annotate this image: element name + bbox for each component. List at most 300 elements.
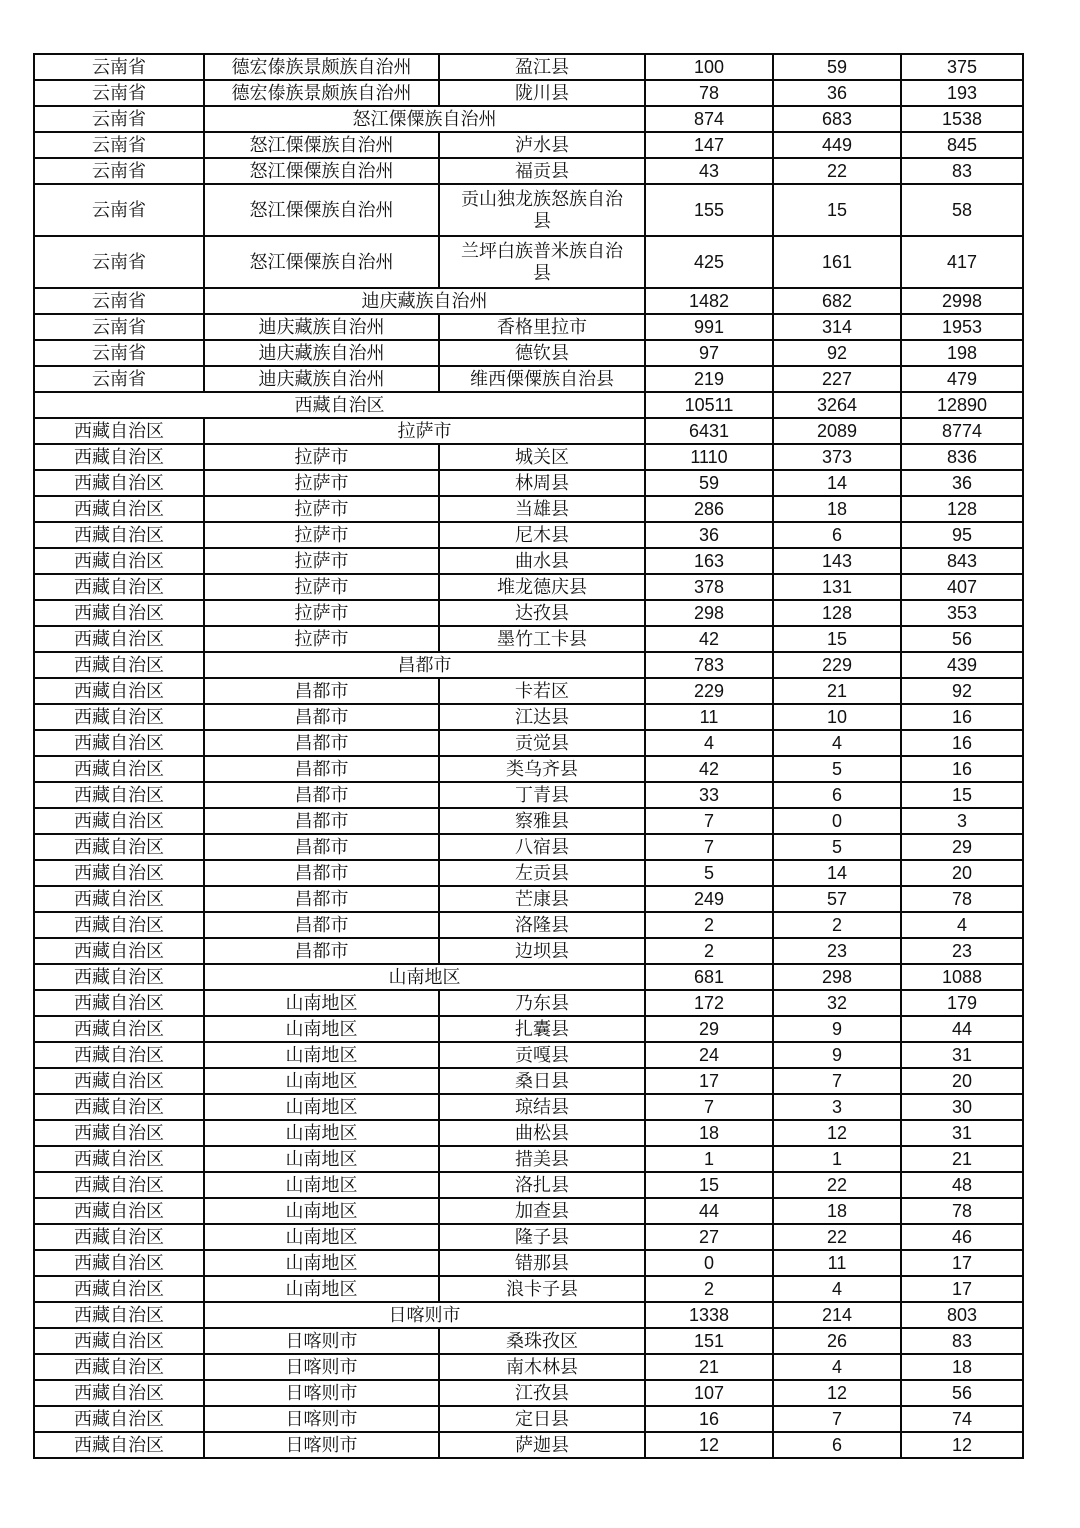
value-cell: 15: [901, 782, 1023, 808]
table-row: [34, 1432, 1023, 1458]
value-cell: 147: [645, 132, 773, 158]
prefecture-cell: 德宏傣族景颇族自治州: [204, 80, 439, 106]
value-cell: 22: [773, 158, 901, 184]
province-cell: 西藏自治区: [34, 782, 204, 808]
value-cell: 143: [773, 548, 901, 574]
value-cell: 22: [773, 1224, 901, 1250]
table-row: [34, 444, 1023, 470]
province-cell: 西藏自治区: [34, 1406, 204, 1432]
province-cell: 西藏自治区: [34, 1016, 204, 1042]
prefecture-cell: 昌都市: [204, 782, 439, 808]
county-cell: 贡嘎县: [439, 1042, 645, 1068]
value-cell: 353: [901, 600, 1023, 626]
table-row: [34, 288, 1023, 314]
table-row: [34, 1042, 1023, 1068]
table-row: [34, 184, 1023, 236]
value-cell: 229: [645, 678, 773, 704]
table-row: [34, 470, 1023, 496]
province-cell: 西藏自治区: [34, 574, 204, 600]
value-cell: 15: [773, 184, 901, 236]
prefecture-cell: 拉萨市: [204, 626, 439, 652]
county-cell: 措美县: [439, 1146, 645, 1172]
region-statistics-table: [33, 53, 1024, 1459]
province-cell: 西藏自治区: [34, 1380, 204, 1406]
prefecture-cell: 山南地区: [204, 1146, 439, 1172]
value-cell: 151: [645, 1328, 773, 1354]
county-cell: 萨迦县: [439, 1432, 645, 1458]
value-cell: 32: [773, 990, 901, 1016]
table-row: [34, 1224, 1023, 1250]
prefecture-cell: 昌都市: [204, 860, 439, 886]
prefecture-cell: 日喀则市: [204, 1354, 439, 1380]
table-row: [34, 1016, 1023, 1042]
province-cell: 西藏自治区: [34, 964, 204, 990]
value-cell: 4: [773, 730, 901, 756]
table-row: [34, 860, 1023, 886]
value-cell: 17: [901, 1276, 1023, 1302]
value-cell: 373: [773, 444, 901, 470]
value-cell: 107: [645, 1380, 773, 1406]
province-cell: 云南省: [34, 80, 204, 106]
value-cell: 2998: [901, 288, 1023, 314]
province-cell: 西藏自治区: [34, 990, 204, 1016]
county-cell: 曲松县: [439, 1120, 645, 1146]
province-cell: 西藏自治区: [34, 1302, 204, 1328]
county-cell: 曲水县: [439, 548, 645, 574]
county-cell: 江孜县: [439, 1380, 645, 1406]
prefecture-cell: 山南地区: [204, 1198, 439, 1224]
value-cell: 92: [773, 340, 901, 366]
value-cell: 6: [773, 522, 901, 548]
value-cell: 6: [773, 1432, 901, 1458]
county-cell: 桑日县: [439, 1068, 645, 1094]
value-cell: 219: [645, 366, 773, 392]
value-cell: 44: [645, 1198, 773, 1224]
table-row: [34, 600, 1023, 626]
value-cell: 18: [773, 496, 901, 522]
value-cell: 97: [645, 340, 773, 366]
value-cell: 36: [645, 522, 773, 548]
table-row: [34, 106, 1023, 132]
county-cell: 江达县: [439, 704, 645, 730]
province-cell: 西藏自治区: [34, 808, 204, 834]
value-cell: 29: [901, 834, 1023, 860]
table-row: [34, 1172, 1023, 1198]
prefecture-cell: 山南地区: [204, 1250, 439, 1276]
value-cell: 845: [901, 132, 1023, 158]
value-cell: 16: [901, 704, 1023, 730]
value-cell: 14: [773, 860, 901, 886]
table-row: [34, 548, 1023, 574]
prefecture-cell: 山南地区: [204, 1120, 439, 1146]
table-row: [34, 912, 1023, 938]
value-cell: 12: [901, 1432, 1023, 1458]
value-cell: 33: [645, 782, 773, 808]
value-cell: 21: [773, 678, 901, 704]
value-cell: 161: [773, 236, 901, 288]
province-cell: 西藏自治区: [34, 1354, 204, 1380]
county-cell: 卡若区: [439, 678, 645, 704]
prefecture-cell: 昌都市: [204, 678, 439, 704]
table-row: [34, 990, 1023, 1016]
prefecture-total-cell: 昌都市: [204, 652, 645, 678]
table-row: [34, 834, 1023, 860]
value-cell: 74: [901, 1406, 1023, 1432]
value-cell: 10511: [645, 392, 773, 418]
prefecture-cell: 昌都市: [204, 808, 439, 834]
prefecture-total-cell: 迪庆藏族自治州: [204, 288, 645, 314]
county-cell: 兰坪白族普米族自治县: [439, 236, 645, 288]
value-cell: 21: [645, 1354, 773, 1380]
table-row: [34, 678, 1023, 704]
prefecture-cell: 昌都市: [204, 730, 439, 756]
county-cell: 洛扎县: [439, 1172, 645, 1198]
prefecture-cell: 昌都市: [204, 834, 439, 860]
province-cell: 云南省: [34, 236, 204, 288]
value-cell: 59: [773, 54, 901, 80]
value-cell: 78: [901, 886, 1023, 912]
table-row: [34, 704, 1023, 730]
prefecture-cell: 山南地区: [204, 1042, 439, 1068]
value-cell: 43: [645, 158, 773, 184]
county-cell: 浪卡子县: [439, 1276, 645, 1302]
value-cell: 5: [773, 756, 901, 782]
value-cell: 2: [773, 912, 901, 938]
prefecture-total-cell: 日喀则市: [204, 1302, 645, 1328]
value-cell: 0: [773, 808, 901, 834]
prefecture-total-cell: 拉萨市: [204, 418, 645, 444]
table-row: [34, 1302, 1023, 1328]
value-cell: 36: [773, 80, 901, 106]
value-cell: 5: [645, 860, 773, 886]
county-cell: 南木林县: [439, 1354, 645, 1380]
value-cell: 2: [645, 1276, 773, 1302]
prefecture-cell: 拉萨市: [204, 522, 439, 548]
province-cell: 西藏自治区: [34, 730, 204, 756]
value-cell: 29: [645, 1016, 773, 1042]
prefecture-cell: 日喀则市: [204, 1328, 439, 1354]
table-row: [34, 756, 1023, 782]
county-cell: 八宿县: [439, 834, 645, 860]
table-row: [34, 496, 1023, 522]
county-cell: 类乌齐县: [439, 756, 645, 782]
prefecture-cell: 山南地区: [204, 990, 439, 1016]
table-row: [34, 236, 1023, 288]
value-cell: 479: [901, 366, 1023, 392]
value-cell: 16: [901, 730, 1023, 756]
province-cell: 西藏自治区: [34, 1146, 204, 1172]
value-cell: 375: [901, 54, 1023, 80]
prefecture-cell: 迪庆藏族自治州: [204, 314, 439, 340]
county-cell: 芒康县: [439, 886, 645, 912]
value-cell: 14: [773, 470, 901, 496]
value-cell: 8774: [901, 418, 1023, 444]
value-cell: 56: [901, 1380, 1023, 1406]
province-cell: 西藏自治区: [34, 1224, 204, 1250]
prefecture-cell: 日喀则市: [204, 1406, 439, 1432]
table-row: [34, 1120, 1023, 1146]
value-cell: 2: [645, 912, 773, 938]
province-cell: 西藏自治区: [34, 886, 204, 912]
table-row: [34, 1250, 1023, 1276]
value-cell: 4: [645, 730, 773, 756]
value-cell: 2: [645, 938, 773, 964]
prefecture-cell: 拉萨市: [204, 548, 439, 574]
value-cell: 683: [773, 106, 901, 132]
prefecture-cell: 迪庆藏族自治州: [204, 366, 439, 392]
value-cell: 286: [645, 496, 773, 522]
prefecture-cell: 昌都市: [204, 704, 439, 730]
prefecture-cell: 怒江傈僳族自治州: [204, 236, 439, 288]
province-cell: 西藏自治区: [34, 1120, 204, 1146]
table-row: [34, 1380, 1023, 1406]
value-cell: 30: [901, 1094, 1023, 1120]
value-cell: 7: [773, 1068, 901, 1094]
value-cell: 21: [901, 1146, 1023, 1172]
value-cell: 18: [901, 1354, 1023, 1380]
value-cell: 58: [901, 184, 1023, 236]
value-cell: 874: [645, 106, 773, 132]
prefecture-cell: 怒江傈僳族自治州: [204, 132, 439, 158]
value-cell: 3: [901, 808, 1023, 834]
county-cell: 加查县: [439, 1198, 645, 1224]
table-row: [34, 730, 1023, 756]
value-cell: 46: [901, 1224, 1023, 1250]
county-cell: 琼结县: [439, 1094, 645, 1120]
value-cell: 12: [645, 1432, 773, 1458]
value-cell: 128: [773, 600, 901, 626]
county-cell: 错那县: [439, 1250, 645, 1276]
county-cell: 贡觉县: [439, 730, 645, 756]
prefecture-cell: 德宏傣族景颇族自治州: [204, 54, 439, 80]
value-cell: 378: [645, 574, 773, 600]
value-cell: 11: [773, 1250, 901, 1276]
county-cell: 定日县: [439, 1406, 645, 1432]
value-cell: 12: [773, 1380, 901, 1406]
value-cell: 163: [645, 548, 773, 574]
value-cell: 4: [773, 1276, 901, 1302]
value-cell: 15: [773, 626, 901, 652]
value-cell: 18: [773, 1198, 901, 1224]
table-row: [34, 314, 1023, 340]
value-cell: 10: [773, 704, 901, 730]
province-cell: 西藏自治区: [34, 1250, 204, 1276]
value-cell: 95: [901, 522, 1023, 548]
value-cell: 449: [773, 132, 901, 158]
value-cell: 22: [773, 1172, 901, 1198]
prefecture-cell: 日喀则市: [204, 1380, 439, 1406]
province-cell: 西藏自治区: [34, 1042, 204, 1068]
county-cell: 乃东县: [439, 990, 645, 1016]
table-row: [34, 158, 1023, 184]
table-row: [34, 782, 1023, 808]
prefecture-cell: 山南地区: [204, 1016, 439, 1042]
value-cell: 15: [645, 1172, 773, 1198]
value-cell: 42: [645, 756, 773, 782]
prefecture-cell: 昌都市: [204, 938, 439, 964]
prefecture-cell: 山南地区: [204, 1068, 439, 1094]
county-cell: 贡山独龙族怒族自治县: [439, 184, 645, 236]
table-row: [34, 392, 1023, 418]
province-cell: 西藏自治区: [34, 1094, 204, 1120]
value-cell: 48: [901, 1172, 1023, 1198]
value-cell: 83: [901, 1328, 1023, 1354]
province-cell: 西藏自治区: [34, 548, 204, 574]
prefecture-cell: 怒江傈僳族自治州: [204, 158, 439, 184]
prefecture-cell: 山南地区: [204, 1224, 439, 1250]
value-cell: 18: [645, 1120, 773, 1146]
province-cell: 西藏自治区: [34, 496, 204, 522]
value-cell: 991: [645, 314, 773, 340]
county-cell: 维西傈僳族自治县: [439, 366, 645, 392]
prefecture-cell: 迪庆藏族自治州: [204, 340, 439, 366]
province-cell: 西藏自治区: [34, 522, 204, 548]
prefecture-cell: 昌都市: [204, 912, 439, 938]
value-cell: 198: [901, 340, 1023, 366]
province-cell: 西藏自治区: [34, 912, 204, 938]
value-cell: 298: [773, 964, 901, 990]
value-cell: 7: [645, 1094, 773, 1120]
value-cell: 131: [773, 574, 901, 600]
prefecture-cell: 怒江傈僳族自治州: [204, 184, 439, 236]
prefecture-cell: 拉萨市: [204, 496, 439, 522]
prefecture-cell: 山南地区: [204, 1094, 439, 1120]
table-row: [34, 1146, 1023, 1172]
county-cell: 洛隆县: [439, 912, 645, 938]
province-cell: 西藏自治区: [34, 938, 204, 964]
table-row: [34, 418, 1023, 444]
county-cell: 桑珠孜区: [439, 1328, 645, 1354]
value-cell: 56: [901, 626, 1023, 652]
value-cell: 179: [901, 990, 1023, 1016]
table-row: [34, 886, 1023, 912]
value-cell: 682: [773, 288, 901, 314]
value-cell: 836: [901, 444, 1023, 470]
table-row: [34, 1094, 1023, 1120]
value-cell: 44: [901, 1016, 1023, 1042]
value-cell: 17: [901, 1250, 1023, 1276]
table-row: [34, 80, 1023, 106]
table-body: [34, 54, 1023, 1458]
province-cell: 西藏自治区: [34, 418, 204, 444]
value-cell: 425: [645, 236, 773, 288]
province-cell: 西藏自治区: [34, 600, 204, 626]
province-cell: 西藏自治区: [34, 704, 204, 730]
value-cell: 803: [901, 1302, 1023, 1328]
county-cell: 尼木县: [439, 522, 645, 548]
value-cell: 17: [645, 1068, 773, 1094]
county-cell: 林周县: [439, 470, 645, 496]
province-cell: 西藏自治区: [34, 1328, 204, 1354]
prefecture-cell: 日喀则市: [204, 1432, 439, 1458]
value-cell: 1482: [645, 288, 773, 314]
province-cell: 西藏自治区: [34, 470, 204, 496]
prefecture-cell: 拉萨市: [204, 600, 439, 626]
value-cell: 1953: [901, 314, 1023, 340]
value-cell: 4: [773, 1354, 901, 1380]
province-cell: 西藏自治区: [34, 626, 204, 652]
value-cell: 9: [773, 1042, 901, 1068]
value-cell: 783: [645, 652, 773, 678]
value-cell: 1: [773, 1146, 901, 1172]
value-cell: 249: [645, 886, 773, 912]
table-row: [34, 132, 1023, 158]
value-cell: 1538: [901, 106, 1023, 132]
table-row: [34, 652, 1023, 678]
county-cell: 盈江县: [439, 54, 645, 80]
table-row: [34, 1068, 1023, 1094]
table-row: [34, 574, 1023, 600]
table-row: [34, 808, 1023, 834]
value-cell: 407: [901, 574, 1023, 600]
province-cell: 西藏自治区: [34, 1198, 204, 1224]
province-cell: 西藏自治区: [34, 860, 204, 886]
prefecture-cell: 昌都市: [204, 756, 439, 782]
value-cell: 6: [773, 782, 901, 808]
county-cell: 隆子县: [439, 1224, 645, 1250]
value-cell: 7: [645, 834, 773, 860]
county-cell: 左贡县: [439, 860, 645, 886]
county-cell: 福贡县: [439, 158, 645, 184]
value-cell: 36: [901, 470, 1023, 496]
province-cell: 云南省: [34, 314, 204, 340]
value-cell: 23: [773, 938, 901, 964]
value-cell: 172: [645, 990, 773, 1016]
value-cell: 439: [901, 652, 1023, 678]
province-cell: 云南省: [34, 106, 204, 132]
value-cell: 100: [645, 54, 773, 80]
value-cell: 1088: [901, 964, 1023, 990]
county-cell: 达孜县: [439, 600, 645, 626]
value-cell: 78: [645, 80, 773, 106]
table-row: [34, 366, 1023, 392]
table-row: [34, 54, 1023, 80]
value-cell: 57: [773, 886, 901, 912]
table-row: [34, 1276, 1023, 1302]
table-row: [34, 1328, 1023, 1354]
value-cell: 59: [645, 470, 773, 496]
value-cell: 417: [901, 236, 1023, 288]
table-row: [34, 964, 1023, 990]
province-cell: 云南省: [34, 366, 204, 392]
prefecture-cell: 拉萨市: [204, 444, 439, 470]
value-cell: 20: [901, 860, 1023, 886]
prefecture-cell: 山南地区: [204, 1172, 439, 1198]
table-row: [34, 522, 1023, 548]
value-cell: 1110: [645, 444, 773, 470]
value-cell: 9: [773, 1016, 901, 1042]
county-cell: 陇川县: [439, 80, 645, 106]
province-cell: 云南省: [34, 158, 204, 184]
value-cell: 20: [901, 1068, 1023, 1094]
county-cell: 德钦县: [439, 340, 645, 366]
county-cell: 察雅县: [439, 808, 645, 834]
prefecture-total-cell: 怒江傈僳族自治州: [204, 106, 645, 132]
value-cell: 92: [901, 678, 1023, 704]
table-row: [34, 1198, 1023, 1224]
value-cell: 681: [645, 964, 773, 990]
province-cell: 云南省: [34, 54, 204, 80]
county-cell: 当雄县: [439, 496, 645, 522]
value-cell: 16: [645, 1406, 773, 1432]
county-cell: 香格里拉市: [439, 314, 645, 340]
value-cell: 7: [773, 1406, 901, 1432]
prefecture-cell: 昌都市: [204, 886, 439, 912]
value-cell: 27: [645, 1224, 773, 1250]
value-cell: 5: [773, 834, 901, 860]
value-cell: 4: [901, 912, 1023, 938]
province-cell: 西藏自治区: [34, 1276, 204, 1302]
